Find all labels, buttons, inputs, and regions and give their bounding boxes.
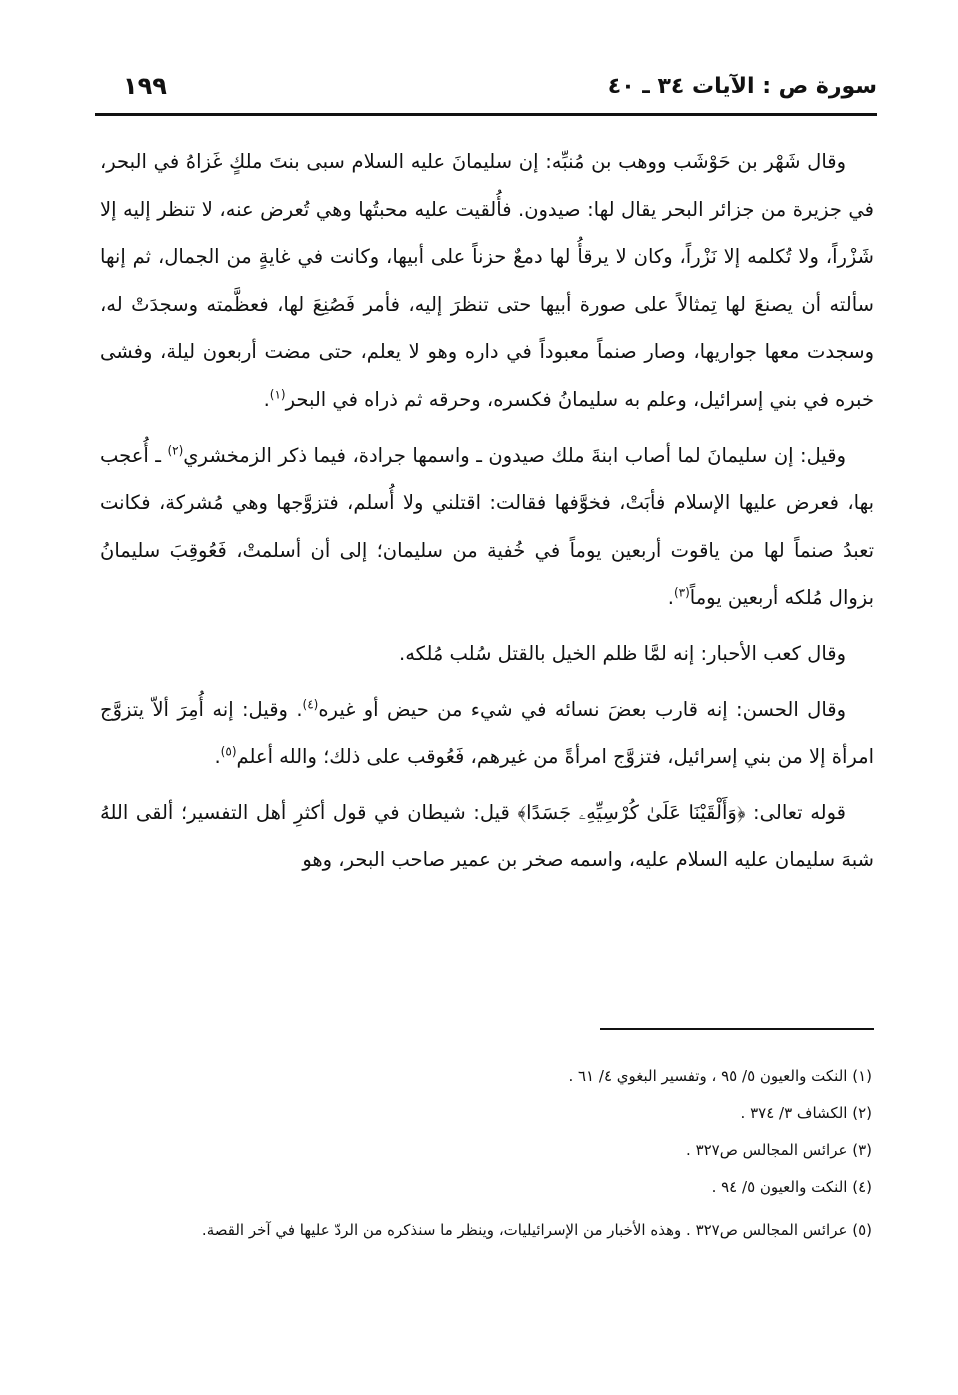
paragraph-hasan (100, 686, 874, 781)
footnote-2: (٢) الكشاف ٣/ ٣٧٤ . (740, 1104, 872, 1122)
paragraph-text: قوله تعالى: (745, 800, 846, 824)
paragraph-text: وقال الحسن: إنه قارب بعضَ نسائه في شيء من حيض أو غيره (318, 697, 846, 721)
footnote-4: (٤) النكت والعيون ٥/ ٩٤ . (711, 1178, 872, 1196)
quran-verse: ﴿وَأَلْقَيْنَا عَلَىٰ كُرْسِيِّهِۦ جَسَدًا﴾ (517, 800, 746, 824)
paragraph-kaab (100, 630, 874, 678)
main-text (100, 138, 874, 884)
paragraph-text: . وقيل: إنه أُمِرَ ألاّ يتزوَّج امرأة إلا من بني إسرائيل، فتزوَّج امرأةً من غيرهم، فَعُوقب على ذلك؛ والله أعلم (100, 697, 874, 769)
footnote-ref[interactable]: (٥) (220, 744, 237, 759)
paragraph-text: وقيل: إن سليمانَ لما أصاب ابنةَ ملك صيدون ـ واسمها جرادة، فيما ذكر الزمخشري (183, 443, 846, 467)
footnotes (100, 1064, 872, 1261)
footnote-1: (١) النكت والعيون ٥/ ٩٥ ، وتفسير البغوي ٤/ ٦١ . (568, 1067, 872, 1085)
footnote-ref[interactable]: (٢) (167, 443, 184, 458)
paragraph-text: وقال شَهْر بن حَوْشَب ووهب بن مُنبِّه: إن سليمانَ عليه السلام سبى بنتَ ملكٍ غَزاهُ في البحر، في جزيرة من جزائر البحر يقال لها: صيدون. فأُلقيت عليه محبتُها وهي تُعرض عنه، لا تنظر إليه إلا شَزْراً، ولا تُكلمه إلا نَزْراً، وكان لا يرقأُ لها دمعٌ حزناً على أبيها، وكانت في غايةٍ من الجمال، ثم إنها سألته أن يصنعَ لها تِمثالاً على صورة أبيها حتى تنظرَ إليه، فأمر فَصُنِعَ لها، فعظَّمته وسجدَتْ له، وسجدت معها جواريها، وصار صنماً معبوداً في داره وهو لا يعلم، حتى مضت أربعون ليلة، وفشى خبره في بني إسرائيل، وعلم به سليمانُ فكسره، وحرقه ثم ذراه في البحر (100, 150, 874, 411)
paragraph-shahr-wahb (100, 138, 874, 424)
footnote-ref[interactable]: (١) (269, 387, 286, 402)
surah-header-title: سورة ص : الآيات ٣٤ ـ ٤٠ (607, 74, 877, 99)
footnote-3: (٣) عرائس المجالس ص٣٢٧ . (686, 1141, 872, 1159)
footnotes-divider (600, 1028, 874, 1030)
running-header (95, 70, 877, 114)
paragraph-text: قيل: شيطان في قول أكثرِ أهل التفسير؛ ألقى اللهُ شبهَ سليمان عليه السلام عليه، واسمه صخر بن عمير صاحب البحر، وهو (100, 800, 874, 872)
paragraph-jarada (100, 432, 874, 622)
footnote-ref[interactable]: (٣) (673, 585, 690, 600)
header-divider (95, 113, 877, 116)
paragraph-verse-commentary (100, 789, 874, 884)
page-number: ١٩٩ (123, 72, 167, 100)
footnote-5: (٥) عرائس المجالس ص٣٢٧ . وهذه الأخبار من الإسرائيليات، وينظر ما سنذكره من الردّ عليها في آخر القصة. (201, 1221, 872, 1239)
footnote-ref[interactable]: (٤) (302, 697, 319, 712)
paragraph-end: . (214, 745, 221, 769)
paragraph-end: . (263, 387, 270, 411)
paragraph-text: ـ أُعجب بها، فعرض عليها الإسلام فأبَتْ، فخوَّفها فقالت: اقتلني ولا أُسلم، فتزوَّجها وهي مُشركة، فكانت تعبدُ صنماً لها من ياقوت أربعين يوماً في خُفية من سليمان؛ إلى أن أسلمتْ، فَعُوقِبَ سليمانُ بزوال مُلكه أربعين يوماً (100, 443, 874, 610)
paragraph-end: . (667, 586, 674, 610)
paragraph-text: وقال كعب الأحبار: إنه لمَّا ظلم الخيل بالقتل سُلب مُلكه. (399, 641, 846, 665)
